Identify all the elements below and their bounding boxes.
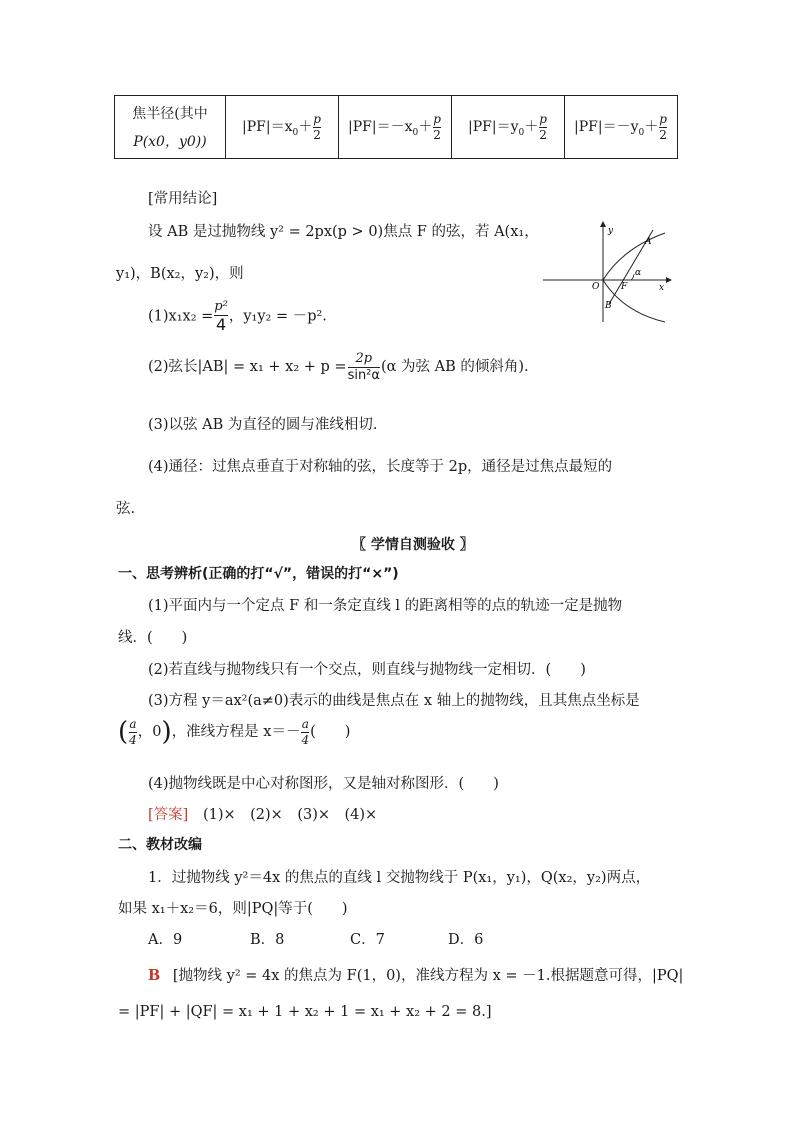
solution-line1 <box>148 964 683 985</box>
point-b-label: B <box>605 301 612 311</box>
fraction-num: p <box>313 111 321 126</box>
cell-formula: |PF|＝－y <box>574 119 639 135</box>
question-3-line2: ( $\frac{a}{4}$ ，0)，准线方程是 x＝－ $\frac{a}{4}$ ( ) <box>118 717 351 748</box>
table-header-cell <box>115 96 226 159</box>
table-row <box>115 96 678 159</box>
fraction-num: a <box>129 717 137 731</box>
section-title: 〖 学情自测验收 〗 <box>352 537 474 553</box>
fraction <box>313 113 321 141</box>
angle-arc <box>631 274 634 280</box>
question-3-line1: (3)方程 y＝ax²(a≠0)表示的曲线是焦点在 x 轴上的抛物线，且其焦点坐标是 <box>148 693 640 709</box>
fraction-num: p <box>433 111 441 126</box>
point-a-label: A <box>645 237 652 247</box>
answer-line <box>148 803 377 824</box>
fraction-den: sin²α <box>347 367 380 383</box>
fraction <box>433 113 441 141</box>
fraction-den: 4 <box>301 732 310 747</box>
focus-label: F <box>621 282 628 292</box>
part2-title: 二、教材改编 <box>118 837 202 853</box>
table-cell-1 <box>226 96 339 159</box>
cell-formula: |PF|＝－x <box>348 119 413 135</box>
item2-rhs: (α 为弦 AB 的倾斜角). <box>380 359 529 376</box>
table-cell-3 <box>452 96 565 159</box>
q3-tail: ( ) <box>310 724 351 741</box>
q3-directrix: ，准线方程是 x＝－ <box>171 724 301 741</box>
part1-title: 一、思考辨析(正确的打“√”，错误的打“×”) <box>118 566 399 582</box>
cell-op: ＋ <box>644 119 659 135</box>
alpha-label: α <box>635 268 642 278</box>
fraction-num: 2p <box>355 351 373 366</box>
table-cell-2 <box>339 96 452 159</box>
table-header-line2: P(x0，y0)) <box>133 134 207 150</box>
conclusion-item-3: (3)以弦 AB 为直径的圆与准线相切. <box>148 417 378 433</box>
fraction-den: 2 <box>539 127 547 142</box>
conclusions-heading: [常用结论] <box>148 191 218 207</box>
question-1-line2: 线．( ) <box>118 630 188 646</box>
option-d: D．6 <box>448 932 484 948</box>
cell-op: ＋ <box>418 119 433 135</box>
focal-radius-table <box>114 95 678 159</box>
problem-1-line1: 1．过抛物线 y²＝4x 的焦点的直线 l 交抛物线于 P(x₁，y₁)，Q(x₂，y₂)两点， <box>148 870 651 886</box>
fraction-num: p <box>539 111 547 126</box>
question-1-line1: (1)平面内与一个定点 F 和一条定直线 l 的距离相等的点的轨迹一定是抛物 <box>148 598 623 614</box>
fraction-num: p² <box>214 299 228 314</box>
solution-line2: = |PF| + |QF| = x₁ + 1 + x₂ + 1 = x₁ + x₂ + 2 = 8.] <box>118 1004 492 1020</box>
answer-text: (1)× (2)× (3)× (4)× <box>202 807 378 823</box>
cell-sub: 0 <box>292 127 299 138</box>
table-header-line1: 焦半径(其中 <box>132 106 208 122</box>
conclusion-item-4-line2: 弦. <box>116 501 136 517</box>
x-axis-label: x <box>659 283 665 293</box>
fraction-den: 2 <box>433 127 441 142</box>
fraction-den: 4 <box>215 314 227 334</box>
fraction-num: p <box>659 111 667 126</box>
fraction <box>129 718 137 746</box>
option-b: B．8 <box>250 932 285 948</box>
parabola-figure <box>543 218 678 323</box>
cell-sub: 0 <box>412 127 419 138</box>
fraction-den: 2 <box>313 127 321 142</box>
solution-letter: B <box>148 967 161 984</box>
origin-label: O <box>592 282 600 292</box>
conclusions-intro-line2: y₁)，B(x₂，y₂)，则 <box>116 266 244 282</box>
fraction-num: a <box>301 717 309 731</box>
fraction <box>348 352 380 382</box>
conclusion-item-2 <box>148 352 529 382</box>
item2-lhs: (2)弦长|AB| = x₁ + x₂ + p = <box>148 359 347 376</box>
fraction <box>214 300 228 333</box>
option-a: A．9 <box>148 932 183 948</box>
item1-lhs: (1)x₁x₂ = <box>148 308 214 325</box>
y-axis-label: y <box>608 226 614 236</box>
question-4: (4)抛物线既是中心对称图形，又是轴对称图形．( ) <box>148 776 499 792</box>
item1-rhs: ，y₁y₂ = －p². <box>228 308 327 325</box>
conclusions-intro-line1: 设 AB 是过抛物线 y² = 2px(p > 0)焦点 F 的弦，若 A(x₁， <box>148 224 539 240</box>
cell-sub: 0 <box>518 127 525 138</box>
q3-mid: ，0 <box>137 724 162 741</box>
conclusion-item-1 <box>148 300 327 333</box>
problem-1-line2: 如果 x₁＋x₂＝6，则|PQ|等于( ) <box>118 901 348 917</box>
fraction <box>539 113 547 141</box>
cell-formula: |PF|＝y <box>468 119 519 135</box>
parabola-curve <box>603 233 665 322</box>
option-c: C．7 <box>350 932 385 948</box>
fraction <box>659 113 667 141</box>
fraction-den: 4 <box>129 732 137 747</box>
cell-op: ＋ <box>298 119 313 135</box>
cell-sub: 0 <box>638 127 645 138</box>
conclusion-item-4-line1: (4)通径：过焦点垂直于对称轴的弦，长度等于 2p，通径是过焦点最短的 <box>148 459 613 475</box>
solution-text: [抛物线 y² = 4x 的焦点为 F(1，0)，准线方程为 x = －1.根据题意可得，|PQ| <box>172 968 684 984</box>
answer-label: [答案] <box>148 807 189 823</box>
fraction-den: 2 <box>659 127 667 142</box>
cell-formula: |PF|＝x <box>242 119 293 135</box>
table-cell-4 <box>565 96 678 159</box>
cell-op: ＋ <box>524 119 539 135</box>
fraction <box>301 718 309 746</box>
question-2: (2)若直线与抛物线只有一个交点，则直线与抛物线一定相切．( ) <box>148 662 586 678</box>
